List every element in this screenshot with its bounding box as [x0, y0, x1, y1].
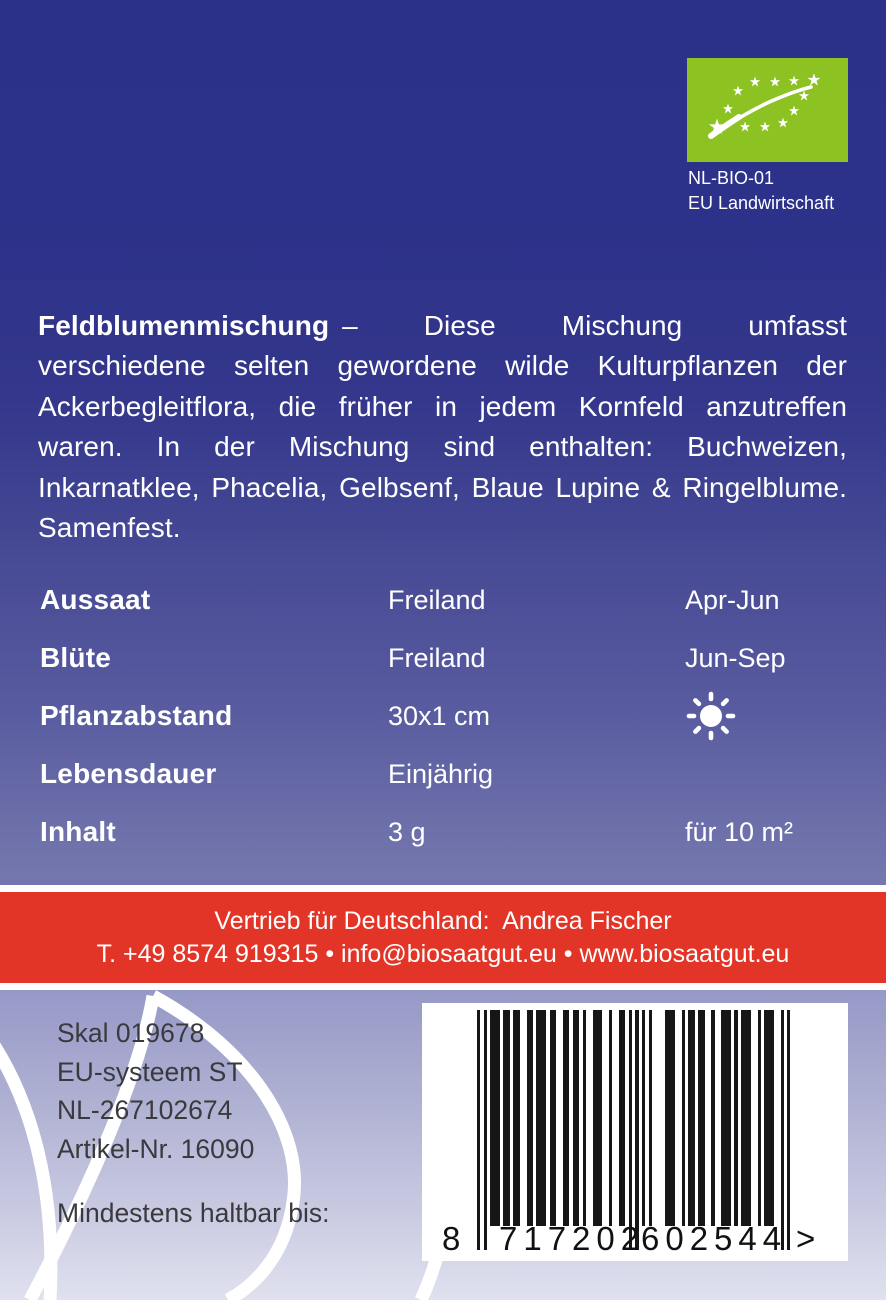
- distributor-line1: Vertrieb für Deutschland: Andrea Fischer: [214, 906, 672, 935]
- row-value: Freiland: [388, 643, 486, 673]
- best-before-label: Mindestens haltbar bis:: [57, 1198, 330, 1228]
- sun-icon: [686, 691, 736, 741]
- description-paragraph: [38, 306, 847, 548]
- eu-system: EU-systeem ST: [57, 1056, 243, 1087]
- row-extra: Apr-Jun: [685, 585, 780, 615]
- row-label: Blüte: [40, 642, 111, 673]
- row-extra: Jun-Sep: [685, 643, 786, 673]
- article-number: Artikel-Nr. 16090: [57, 1133, 255, 1164]
- row-extra: für 10 m²: [685, 817, 794, 847]
- distributor-line2: T. +49 8574 919315 • info@biosaatgut.eu • www.biosaatgut.eu: [96, 939, 790, 968]
- row-label: Lebensdauer: [40, 758, 217, 789]
- barcode-bars: [477, 1010, 791, 1255]
- barcode-group2: 602544: [641, 1220, 788, 1257]
- eu-logo-label: EU Landwirtschaft: [688, 193, 835, 213]
- eu-logo-captions: [688, 166, 834, 216]
- row-label: Aussaat: [40, 584, 151, 615]
- row-value: 30x1 cm: [388, 701, 491, 731]
- barcode-quiet-zone-mark: >: [796, 1220, 816, 1257]
- eu-logo-code: NL-BIO-01: [688, 168, 775, 188]
- table-row-aussaat: [38, 580, 848, 620]
- skal-number: Skal 019678: [57, 1018, 205, 1048]
- description-body: – Diese Mischung umfasst verschiedene selten gewordene wilde Kulturpflanzen der Ackerbegleitflora, die früher in jedem Kornfeld anzutreffen waren. In der Mischung sind enthalten: Buchweizen, Inkarnatklee, Phacelia, Gelbsenf, Blaue Lupine & Ringelblume. Samenfest.: [38, 310, 847, 544]
- table-row-lebensdauer: [38, 754, 848, 794]
- table-row-bluete: [38, 638, 848, 678]
- table-row-inhalt: [38, 812, 848, 852]
- barcode-digit-system: 8: [442, 1220, 461, 1257]
- row-value: Freiland: [388, 585, 486, 615]
- distributor-band: [0, 892, 886, 983]
- row-value: 3 g: [388, 817, 426, 847]
- barcode: [422, 1003, 848, 1261]
- table-row-pflanzabstand: [38, 696, 848, 736]
- nl-number: NL-267102674: [57, 1095, 233, 1125]
- row-value: Einjährig: [388, 759, 494, 789]
- eu-logo-background: [687, 58, 848, 162]
- row-label: Pflanzabstand: [40, 700, 233, 731]
- eu-organic-leaf-icon: [687, 58, 848, 162]
- certification-block: [57, 1014, 330, 1233]
- description-title: Feldblumenmischung: [38, 310, 330, 341]
- row-label: Inhalt: [40, 816, 116, 847]
- barcode-group1: 717202: [499, 1220, 646, 1257]
- eu-organic-logo: [687, 58, 848, 162]
- bottom-panel: [0, 990, 886, 1300]
